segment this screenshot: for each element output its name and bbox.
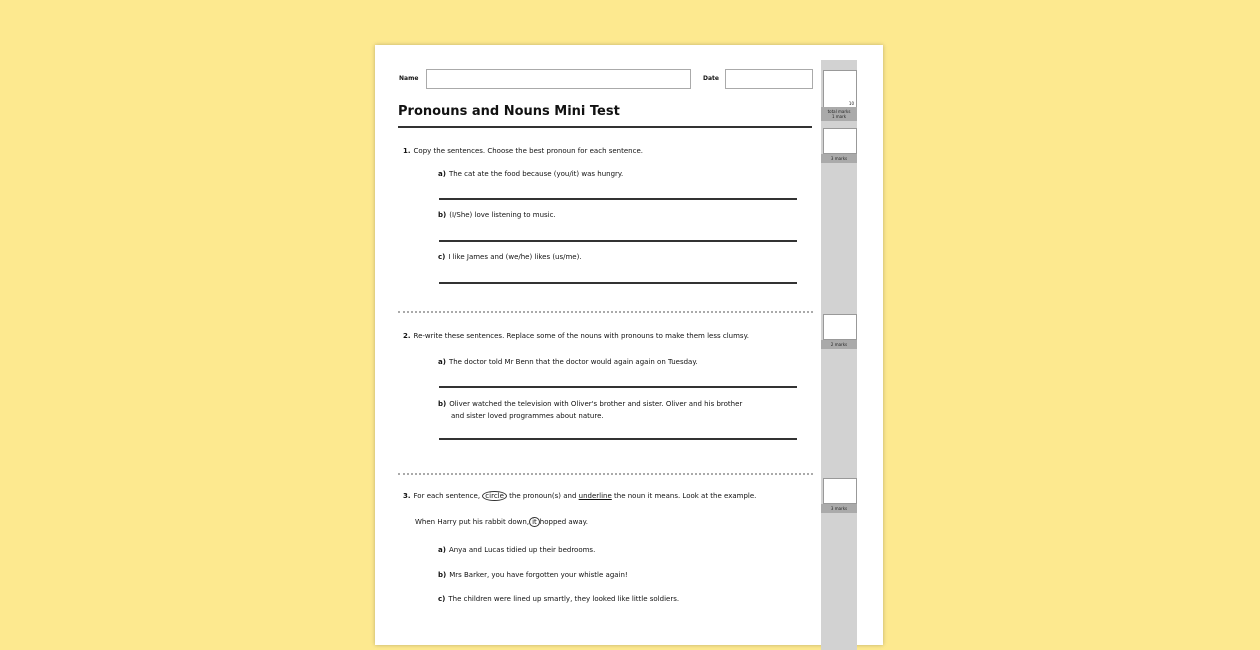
q2-item: b) Oliver watched the television with Oliver's brother and sister. Oliver and his brother xyxy=(438,400,743,408)
date-field[interactable] xyxy=(725,69,813,89)
answer-line[interactable] xyxy=(439,282,797,284)
section-divider xyxy=(398,473,813,475)
q2-item: a) The doctor told Mr Benn that the doctor would again again on Tuesday. xyxy=(438,358,698,366)
name-field[interactable] xyxy=(426,69,691,89)
q1-item: c) I like James and (we/he) likes (us/me). xyxy=(438,253,582,261)
total-marks-box: 10 xyxy=(823,70,857,108)
q1-prompt: 1. Copy the sentences. Choose the best pronoun for each sentence. xyxy=(403,147,643,155)
answer-line[interactable] xyxy=(439,198,797,200)
q1-marks-label: 3 marks xyxy=(821,154,857,163)
q3-item: a) Anya and Lucas tidied up their bedrooms. xyxy=(438,546,596,554)
worksheet-page xyxy=(375,45,883,645)
marks-column xyxy=(821,60,857,650)
answer-line[interactable] xyxy=(439,438,797,440)
q2-marks-box xyxy=(823,314,857,340)
q1-item: a) The cat ate the food because (you/it) was hungry. xyxy=(438,170,624,178)
q3-example: When Harry put his rabbit down, it hopped away. xyxy=(415,518,589,526)
date-label: Date xyxy=(703,75,719,82)
answer-line[interactable] xyxy=(439,386,797,388)
q3-marks-label: 3 marks xyxy=(821,504,857,513)
name-label: Name xyxy=(399,75,419,82)
section-divider xyxy=(398,311,813,313)
q2-prompt: 2. Re-write these sentences. Replace some of the nouns with pronouns to make them less clumsy. xyxy=(403,332,749,340)
q1-item: b) (I/She) love listening to music. xyxy=(438,211,556,219)
q3-prompt: 3. For each sentence, circle the pronoun(s) and underline the noun it means. Look at the example. xyxy=(403,492,757,500)
q1-marks-box xyxy=(823,128,857,154)
total-marks-label: total marks 1 mark xyxy=(821,107,857,121)
q2-item-cont: and sister loved programmes about nature. xyxy=(451,412,604,420)
q2-marks-label: 2 marks xyxy=(821,340,857,349)
answer-line[interactable] xyxy=(439,240,797,242)
q3-marks-box xyxy=(823,478,857,504)
title-rule xyxy=(398,126,812,128)
q3-item: b) Mrs Barker, you have forgotten your whistle again! xyxy=(438,571,628,579)
page-title: Pronouns and Nouns Mini Test xyxy=(398,104,620,119)
q3-item: c) The children were lined up smartly, they looked like little soldiers. xyxy=(438,595,680,603)
